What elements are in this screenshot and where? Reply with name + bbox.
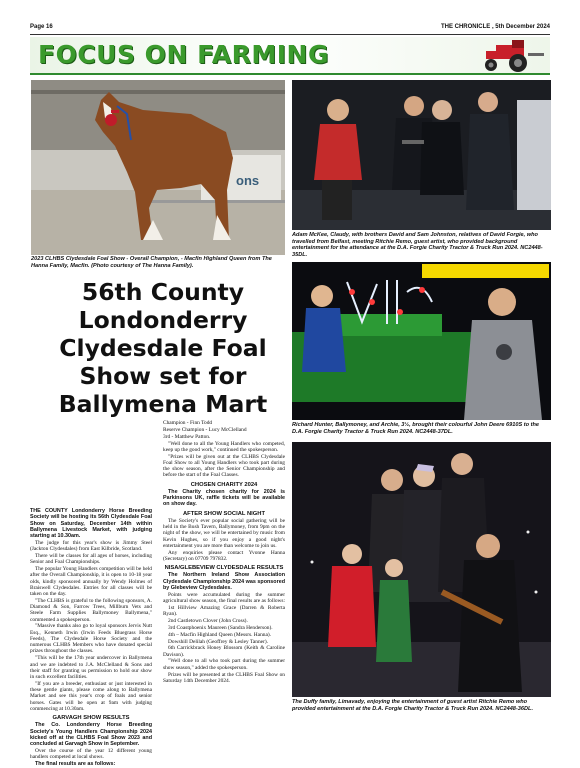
result-line: Dowshill Delilah (Geoffrey & Lesley Tanner). — [168, 638, 269, 645]
garvagh-lead: The Co. Londonderry Horse Breeding Society's Young Handlers Championship 2024 kicked off at the CLHBS Foal Show 2023 and concluded at Garvagh Show in September. — [30, 722, 152, 748]
family-photo — [292, 442, 551, 697]
body-paragraph: Any enquiries please contact Yvonne Hanna (Secretary) on 07709 797832. — [163, 549, 285, 562]
lead-paragraph: THE COUNTY Londonderry Horse Breeding Society will be hosting its 56th Clydesdale Foal Show on Saturday, December 14th within Ballymena Livestock Market, with judging starting at 10.30am. — [30, 508, 152, 539]
result-line: 3rd Coastphoenix Maureen (Sandra Henderson). — [168, 624, 273, 631]
page-header — [30, 24, 550, 34]
article-column-1 — [30, 508, 152, 768]
garvagh-subhead: GARVAGH SHOW RESULTS — [52, 715, 130, 722]
tractor-photo — [292, 262, 551, 420]
charity-paragraph: The Charity chosen charity for 2024 is Parkinsons UK, raffle tickets will be available on show day. — [163, 488, 285, 508]
body-paragraph: The Society's ever popular social gathering will be held in the Bush Tavern, Ballymoney, from 9pm on the night of the show, we will be entertained by music from Kevin Hughes, so if you enjoy a good night's entertainment you are more than welcome to join us. — [163, 517, 285, 549]
result-line: Champion - Finn Todd — [163, 420, 213, 426]
tractor-logo — [476, 39, 546, 73]
body-paragraph: The popular Young Handlers competition will be held after the Overall Championship, it is open to 10-18 year olds, kindly sponsored annually by Wendy Holmes of Braiswell Clydesdales. Entries for all classes will be taken on the day. — [30, 566, 152, 598]
banner-title: FOCUS ON FARMING — [38, 40, 329, 69]
header-rule — [30, 34, 550, 35]
body-paragraph: "Well done to all the Young Handlers who competed, keep up the good work," continued the spokesperson. — [163, 440, 285, 453]
result-line: 4th – Macfin Highland Queen (Messrs. Hanna). — [168, 631, 271, 638]
charity-subhead: CHOSEN CHARITY 2024 — [190, 481, 258, 488]
tractor-caption: Richard Hunter, Ballymoney, and Archie, 3½, brought their colourful John Deere 6910S to the D.A. Forgie Charity Tractor & Truck Run 2024. NC2448-37DL. — [292, 422, 540, 435]
body-paragraph: "Well done to all who took part during the summer show season," added the spokesperson. — [163, 658, 285, 671]
article-headline: 56th County Londonderry Clydesdale Foal Show set for Ballymena Mart — [58, 278, 268, 418]
body-paragraph: "The CLHBS is grateful to the following sponsors, A. Diamond & Son, Farrow Trees, Millburn Vets and Steele Farm Supplies Ballymoney Ballymena," commented a spokesperson. — [30, 597, 152, 623]
result-line: Reserve Champion - Lucy McClelland — [163, 426, 247, 433]
foal-caption: 2023 CLHBS Clydesdale Foal Show - Overall Champion, - Macfin Highland Queen from The Hanna Family, Macfin. (Photo courtesy of The Hanna Family). — [31, 256, 272, 269]
foal-photo — [31, 80, 285, 255]
page-number: Page 16 — [30, 24, 53, 30]
article-column-2 — [163, 420, 285, 685]
svg-text:ons: ons — [236, 173, 260, 188]
nisa-lead: The Northern Ireland Show Association Clydesdale Championship 2024 was sponsored by Glebeview Clydesdales. — [163, 572, 285, 591]
body-paragraph: The judge for this year's show is Jimmy Steel (Jackton Clydesdales) from East Kilbride, Scotland. — [30, 539, 152, 553]
body-paragraph: "Prizes will be given out at the CLHBS Clydesdale Foal Show to all Young Handlers who took part during the show season, after the Senior Championship and before the start of the Foal Classes. — [163, 453, 285, 479]
body-paragraph: Points were accumulated during the summer agricultural show season, the final results are as follows: — [163, 591, 286, 605]
body-paragraph: "This will be the 17th year undercover in Ballymena and we are indebted to J.A. McClelland & Sons and their staff for granting us permission to hold our show in such excellent facilities. — [30, 655, 152, 681]
result-line: 1st Hillview Amazing Grace (Darren & Roberta Ryan). — [163, 604, 285, 618]
nisa-subhead: NISA/GLEBEVIEW CLYDESDALE RESULTS — [164, 565, 284, 572]
family-caption: The Duffy family, Limavady, enjoying the entertainment of guest artist Ritchie Remo who provided entertainment at the D.A. Forgie Charity Tractor & Truck Run 2024. NC2448-36DL. — [292, 699, 534, 712]
body-paragraph: There will be classes for all ages of horses, including Senior and Foal Championships. — [30, 552, 152, 566]
band-caption: Adam McKee, Claudy, with brothers David and Sam Johnston, relatives of David Forgie, who travelled from Belfast, meeting Ritchie Remo, guest artist, who provided background entertainment for the attendance at the D.A. Forgie Charity Tractor & Truck Run 2024. NC2448-35DL. — [292, 232, 543, 258]
body-paragraph: "Massive thanks also go to loyal sponsors Jervis Nutt Esq., Kenneth Irwin (Irwin Feeds Bluegrass Horse Feeds), The Clydesdale Horse Society and the numerous CLHBS Members who have donated special prizes throughout the classes. — [30, 623, 152, 655]
result-line: 2nd Castletown Clover (John Cross). — [168, 618, 248, 624]
result-line: 6th Carrickbrack Honey Blossom (Keith & Caroline Davison). — [163, 645, 285, 658]
band-photo — [292, 80, 551, 230]
publication-line: THE CHRONICLE , 5th December 2024 — [440, 24, 550, 30]
result-line: 3rd - Matthew Patton. — [163, 433, 211, 440]
body-paragraph: Prizes will be presented at the CLHBS Foal Show on Saturday 14th December 2024. — [163, 671, 285, 684]
section-banner — [30, 37, 550, 75]
body-paragraph: "If you are a breeder, enthusiast or just interested in these gentle giants, please come along to Ballymena Market and see this year's crop of foals and senior horses. Gates will be open at 9am with judging commencing at 10.30am. — [30, 680, 152, 712]
body-paragraph: The final results are as follows: — [35, 761, 116, 768]
body-paragraph: Over the course of the year 12 different young handlers competed at local shows. — [30, 748, 152, 761]
social-subhead: AFTER SHOW SOCIAL NIGHT — [182, 510, 265, 517]
